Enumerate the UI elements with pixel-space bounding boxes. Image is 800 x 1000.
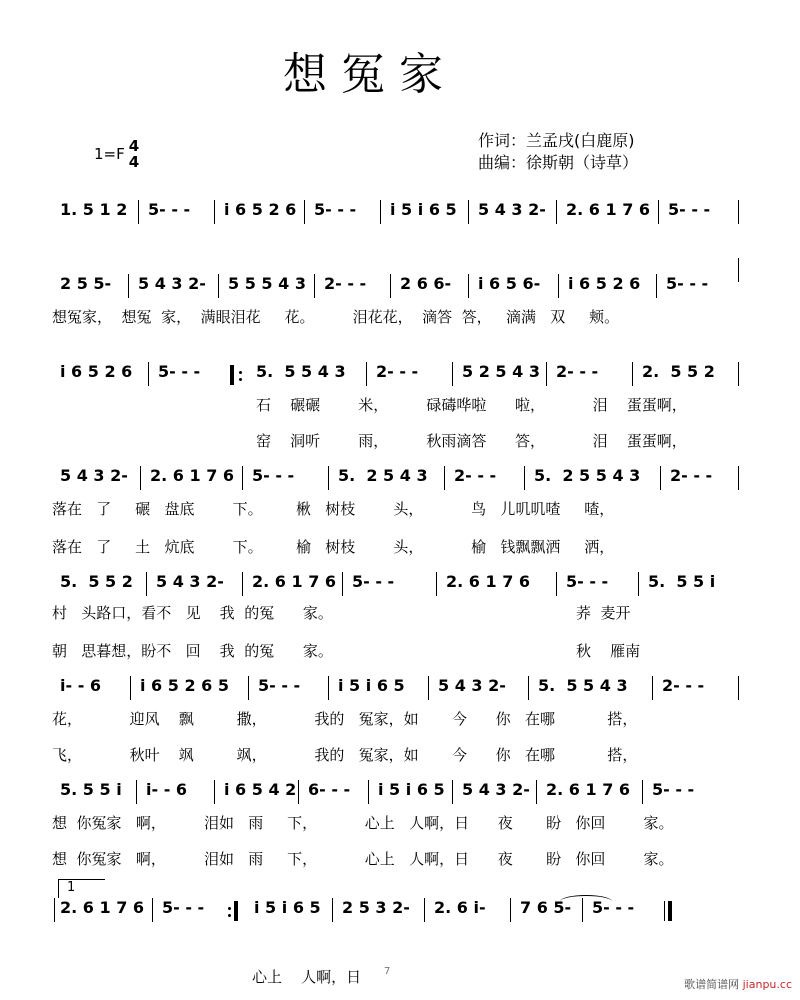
barline (660, 466, 661, 490)
lyric-verse-1 (52, 812, 742, 834)
tail-mark: 7 (384, 966, 391, 977)
barline (656, 274, 657, 298)
notes-row (52, 200, 742, 226)
measure: 5 4 3 2- (478, 200, 546, 219)
notes-row (52, 780, 742, 806)
measure: 5- - - (162, 898, 205, 917)
barline (242, 466, 243, 490)
measure: 5- - - (314, 200, 357, 219)
measure: i 6 5 4 2 (224, 780, 297, 799)
barline (54, 898, 55, 922)
lyric-text: 想 你冤家 啊， 泪如 雨 下， 心上 人啊，日 夜 盼 你回 家。 (52, 850, 674, 868)
measure: 5 4 3 2- (462, 780, 530, 799)
barline (130, 676, 131, 700)
barline (314, 274, 315, 298)
measure: 5- - - (668, 200, 711, 219)
measure: i- - 6 (146, 780, 188, 799)
lyric-text: 想冤家， 想冤 家， 满眼泪花 花。 泪花花， 滴答 答， 滴满 双 颊。 (52, 308, 620, 326)
lyric-verse-1 (52, 394, 742, 416)
barline (148, 362, 149, 386)
measure: 5 4 3 2- (156, 572, 224, 591)
key-signature (94, 138, 139, 170)
barline (328, 466, 329, 490)
time-signature (129, 138, 139, 170)
measure: 5 4 3 2- (60, 466, 128, 485)
barline (328, 676, 329, 700)
lyric-verse-2 (52, 536, 742, 558)
barline (738, 676, 739, 700)
measure: 2- - - (556, 362, 599, 381)
volta-bracket (58, 879, 105, 898)
barline (524, 466, 525, 490)
measure: 5- - - (258, 676, 301, 695)
barline (214, 780, 215, 804)
barline (332, 898, 333, 922)
measure: 5- - - (652, 780, 695, 799)
time-signature-bottom: 4 (128, 153, 140, 171)
lyric-text: 村 头路口，看不 见 我 的冤 家。 荞 麦开 (52, 604, 631, 622)
repeat-start-sign (230, 365, 244, 385)
measure: 5. 2 5 4 3 (338, 466, 428, 485)
measure: 5 2 5 4 3 (462, 362, 540, 381)
measure: 5 5 5 4 3 (228, 274, 306, 293)
barline (390, 274, 391, 298)
repeat-end-sign (228, 901, 242, 921)
measure: 2. 6 1 7 6 (446, 572, 531, 591)
slur-tie (560, 895, 612, 908)
lyricist: 作词：兰孟戌(白鹿原) (478, 131, 635, 150)
measure: 2- - - (670, 466, 713, 485)
barline (558, 274, 559, 298)
measure: 6- - - (308, 780, 351, 799)
barline (738, 466, 739, 490)
tail-lyric (252, 966, 452, 988)
lyric-verse-1 (52, 498, 742, 520)
barline (642, 780, 643, 804)
barline (652, 676, 653, 700)
measure: i 5 i 6 5 (254, 898, 321, 917)
barline (248, 676, 249, 700)
lyric-verse-2 (52, 640, 742, 662)
measure: 2 5 3 2- (342, 898, 410, 917)
notes-row (52, 572, 742, 598)
measure: 2. 6 i- (434, 898, 486, 917)
measure: 5- - - (158, 362, 201, 381)
measure: 5. 5 5 2 (60, 572, 133, 591)
barline (556, 572, 557, 596)
measure: 2 5 5- (60, 274, 112, 293)
barline (436, 572, 437, 596)
measure: 5 4 3 2- (138, 274, 206, 293)
measure: 5 4 3 2- (438, 676, 506, 695)
measure: i 5 i 6 5 (378, 780, 445, 799)
measure: i 6 5 6- (478, 274, 541, 293)
barline (452, 780, 453, 804)
barline (556, 200, 557, 224)
barline (468, 274, 469, 298)
measure: 2 6 6- (400, 274, 452, 293)
measure: 5- - - (666, 274, 709, 293)
barline (468, 200, 469, 224)
barline (146, 572, 147, 596)
measure: 5- - - (148, 200, 191, 219)
lyric-text: 朝 思暮想，盼不 回 我 的冤 家。 秋 雁南 (52, 642, 641, 660)
measure: 2. 6 1 7 6 (150, 466, 235, 485)
notes-row (52, 274, 742, 300)
credits (478, 130, 638, 174)
lyric-text: 想 你冤家 啊， 泪如 雨 下， 心上 人啊，日 夜 盼 你回 家。 (52, 814, 674, 832)
barline (424, 898, 425, 922)
measure: 5. 5 5 4 3 (256, 362, 346, 381)
measure: 2- - - (454, 466, 497, 485)
barline (738, 258, 739, 282)
barline (140, 466, 141, 490)
measure: 5. 5 5 4 3 (538, 676, 628, 695)
barline (128, 274, 129, 298)
final-barline (664, 901, 674, 921)
barline (242, 572, 243, 596)
lyric-verse-2 (52, 744, 742, 766)
lyric-verse-1 (52, 708, 742, 730)
lyric-text: 心上 人啊，日 (252, 968, 362, 986)
notes-row (52, 362, 742, 388)
lyric-verse-2 (52, 848, 742, 870)
barline (452, 362, 453, 386)
measure: 5. 5 5 i (648, 572, 716, 591)
measure: 7 6 5- (520, 898, 572, 917)
barline (546, 362, 547, 386)
measure: 5- - - (566, 572, 609, 591)
lyric-verse-2 (52, 430, 742, 452)
measure: 5- - - (592, 898, 635, 917)
barline (342, 572, 343, 596)
barline (380, 200, 381, 224)
barline (218, 274, 219, 298)
barline (136, 780, 137, 804)
song-title: 想冤家 (283, 49, 457, 100)
notes-row (52, 898, 742, 924)
barline (138, 200, 139, 224)
measure: 2- - - (376, 362, 419, 381)
measure: i 6 5 2 6 5 (140, 676, 229, 695)
volta-number: 1 (67, 880, 76, 895)
measure: 2- - - (662, 676, 705, 695)
notes-row (52, 676, 742, 702)
barline (214, 200, 215, 224)
measure: 5- - - (252, 466, 295, 485)
barline (510, 898, 511, 922)
lyric-text: 窑 洞听 雨， 秋雨滴答 答， 泪 蛋蛋啊， (256, 432, 687, 450)
watermark-url: jianpu.cc (742, 978, 792, 991)
barline (658, 200, 659, 224)
measure: i 5 i 6 5 (338, 676, 405, 695)
measure: 5- - - (352, 572, 395, 591)
lyric-text: 落在 了 土 炕底 下。 榆 树枝 头， 榆 钱飘飘洒 洒， (52, 538, 615, 556)
lyric-text: 落在 了 碾 盘底 下。 楸 树枝 头， 鸟 儿叽叽喳 喳， (52, 500, 615, 518)
barline (528, 676, 529, 700)
barline (366, 362, 367, 386)
measure: i 6 5 2 6 (224, 200, 297, 219)
barline (368, 780, 369, 804)
measure: 2. 5 5 2 (642, 362, 715, 381)
barline (298, 780, 299, 804)
barline (536, 780, 537, 804)
notes-row (52, 466, 742, 492)
barline (444, 466, 445, 490)
measure: 1. 5 1 2 (60, 200, 128, 219)
measure: 2. 6 1 7 6 (60, 898, 145, 917)
measure: 5. 5 5 i (60, 780, 122, 799)
measure: i 6 5 2 6 (568, 274, 641, 293)
barline (428, 676, 429, 700)
barline (632, 362, 633, 386)
measure: 2. 6 1 7 6 (252, 572, 337, 591)
barline (304, 200, 305, 224)
measure: 2. 6 1 7 6 (546, 780, 631, 799)
barline (638, 572, 639, 596)
lyric-verse-1 (52, 602, 742, 624)
barline (152, 898, 153, 922)
time-signature-top: 4 (128, 137, 140, 155)
barline (738, 362, 739, 386)
measure: i 5 i 6 5 (390, 200, 457, 219)
arranger: 曲编：徐斯朝（诗草） (478, 153, 639, 172)
measure: 2- - - (324, 274, 367, 293)
key-label: 1=F (94, 145, 125, 163)
measure: i 6 5 2 6 (60, 362, 133, 381)
barline (738, 200, 739, 224)
measure: 2. 6 1 7 6 (566, 200, 651, 219)
lyric-text: 飞， 秋叶 飒 飒， 我的 冤家，如 今 你 在哪 搭， (52, 746, 638, 764)
measure: i- - 6 (60, 676, 102, 695)
lyric-verse-1 (52, 306, 742, 328)
lyric-text: 石 碾碾 米， 碌碡哗啦 啦， 泪 蛋蛋啊， (256, 396, 687, 414)
lyric-text: 花， 迎风 飘 撒， 我的 冤家，如 今 你 在哪 搭， (52, 710, 638, 728)
watermark (684, 976, 792, 992)
watermark-cn: 歌谱简谱网 (684, 978, 740, 991)
measure: 5. 2 5 5 4 3 (534, 466, 641, 485)
